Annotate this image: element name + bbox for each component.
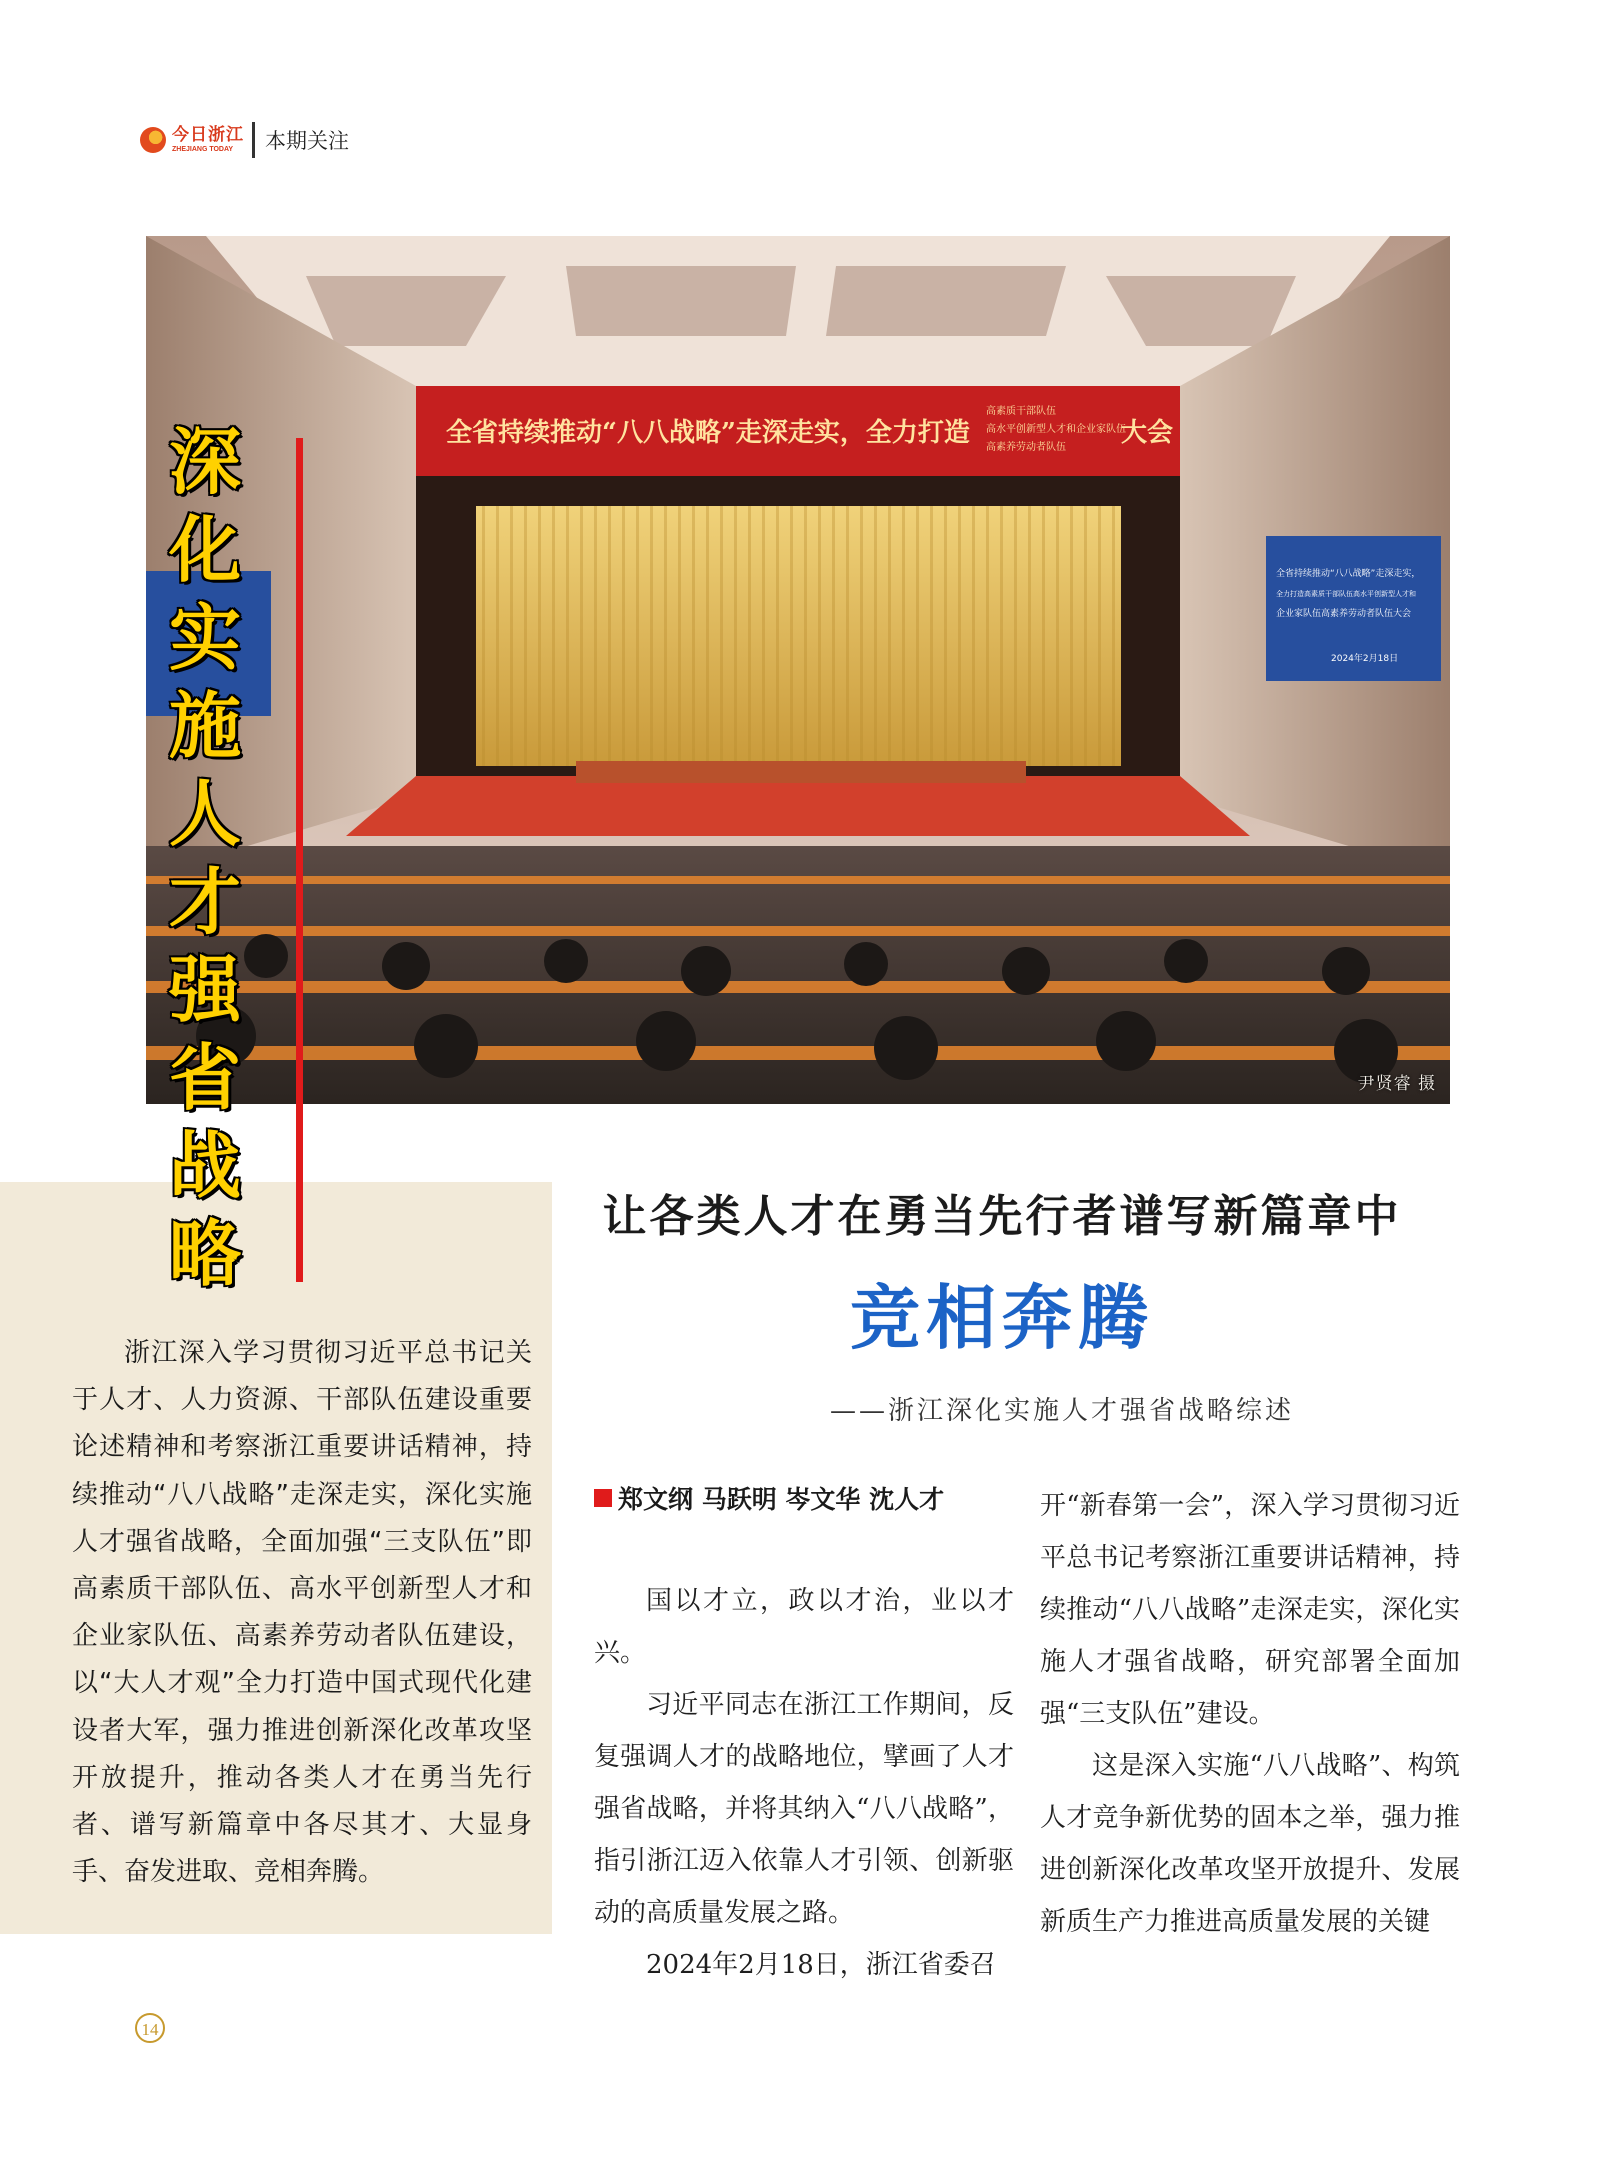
banner-line-2: 高水平创新型人才和企业家队伍 <box>986 424 1126 435</box>
screen-line-3: 企业家队伍高素养劳动者队伍大会 <box>1276 609 1412 619</box>
body-column-left <box>594 1575 1014 1991</box>
logo-icon <box>140 127 166 153</box>
title-char: 施 <box>168 684 241 768</box>
paragraph: 这是深入实施“八八战略”、构筑人才竞争新优势的固本之举，强力推进创新深化改革攻坚开放提升、发展新质生产力推进高质量发展的关键 <box>1040 1751 1460 1937</box>
title-char: 人 <box>168 772 241 856</box>
banner-end: 大会 <box>1121 418 1174 448</box>
screen-date: 2024年2月18日 <box>1331 654 1399 664</box>
photo-credit: 尹贤睿 摄 <box>1357 1074 1436 1094</box>
red-square-icon <box>594 1489 612 1507</box>
logo-en: ZHEJIANG TODAY <box>172 146 234 153</box>
section-label: 本期关注 <box>265 129 349 153</box>
masthead <box>140 118 349 162</box>
paragraph: 开“新春第一会”，深入学习贯彻习近平总书记考察浙江重要讲话精神，持续推动“八八战略”走深走实，深化实施人才强省战略，研究部署全面加强“三支队伍”建设。 <box>1040 1491 1460 1729</box>
header-divider <box>252 122 255 158</box>
title-char: 强 <box>168 948 241 1032</box>
paragraph: 国以才立，政以才治，业以才兴。 <box>594 1586 1014 1668</box>
title-char: 省 <box>168 1036 241 1120</box>
title-char: 略 <box>168 1212 241 1296</box>
paragraph: 习近平同志在浙江工作期间，反复强调人才的战略地位，擘画了人才强省战略，并将其纳入“八八战略”，指引浙江迈入依靠人才引领、创新驱动的高质量发展之路。 <box>594 1690 1014 1928</box>
logo <box>172 127 244 153</box>
logo-cn: 今日浙江 <box>172 125 244 145</box>
summary-text: 浙江深入学习贯彻习近平总书记关于人才、人力资源、干部队伍建设重要论述精神和考察浙江重要讲话精神，持续推动“八八战略”走深走实，深化实施人才强省战略，全面加强“三支队伍”即高素质干部队伍、高水平创新型人才和企业家队伍、高素养劳动者队伍建设，以“大人才观”全力打造中国式现代化建设者大军，强力推进创新深化改革攻坚开放提升，推动各类人才在勇当先行者、谱写新篇章中各尽其才、大显身手、奋发进取、竞相奔腾。 <box>72 1338 532 1888</box>
page-number: 14 <box>135 2013 165 2043</box>
headline-sub: ——浙江深化实施人才强省战略综述 <box>829 1396 1294 1426</box>
screen-line-1: 全省持续推动“八八战略”走深走实， <box>1276 569 1421 579</box>
title-char: 化 <box>168 508 241 592</box>
banner-line-1: 高素质干部队伍 <box>986 406 1056 417</box>
body-column-right <box>1040 1480 1460 1948</box>
headline-main: 竞相奔腾 <box>850 1277 1154 1359</box>
banner-text: 全省持续推动“八八战略”走深走实，全力打造 <box>446 418 970 448</box>
author-names: 郑文纲 马跃明 岑文华 沈人才 <box>618 1485 945 1514</box>
vertical-title <box>155 418 255 1298</box>
conference-photo <box>146 236 1450 1104</box>
headline-top: 让各类人才在勇当先行者谱写新篇章中 <box>602 1191 1402 1242</box>
banner-line-3: 高素养劳动者队伍 <box>986 442 1066 453</box>
title-char: 才 <box>168 860 241 944</box>
title-char: 实 <box>168 596 241 680</box>
red-vertical-rule <box>296 438 303 1282</box>
title-char: 战 <box>168 1124 241 1208</box>
paragraph: 2024年2月18日，浙江省委召 <box>646 1950 996 1980</box>
conference-hall-illustration <box>146 236 1450 1104</box>
title-char: 深 <box>168 420 241 504</box>
byline <box>594 1480 1014 1516</box>
screen-line-2: 全力打造高素质干部队伍高水平创新型人才和 <box>1276 590 1416 598</box>
